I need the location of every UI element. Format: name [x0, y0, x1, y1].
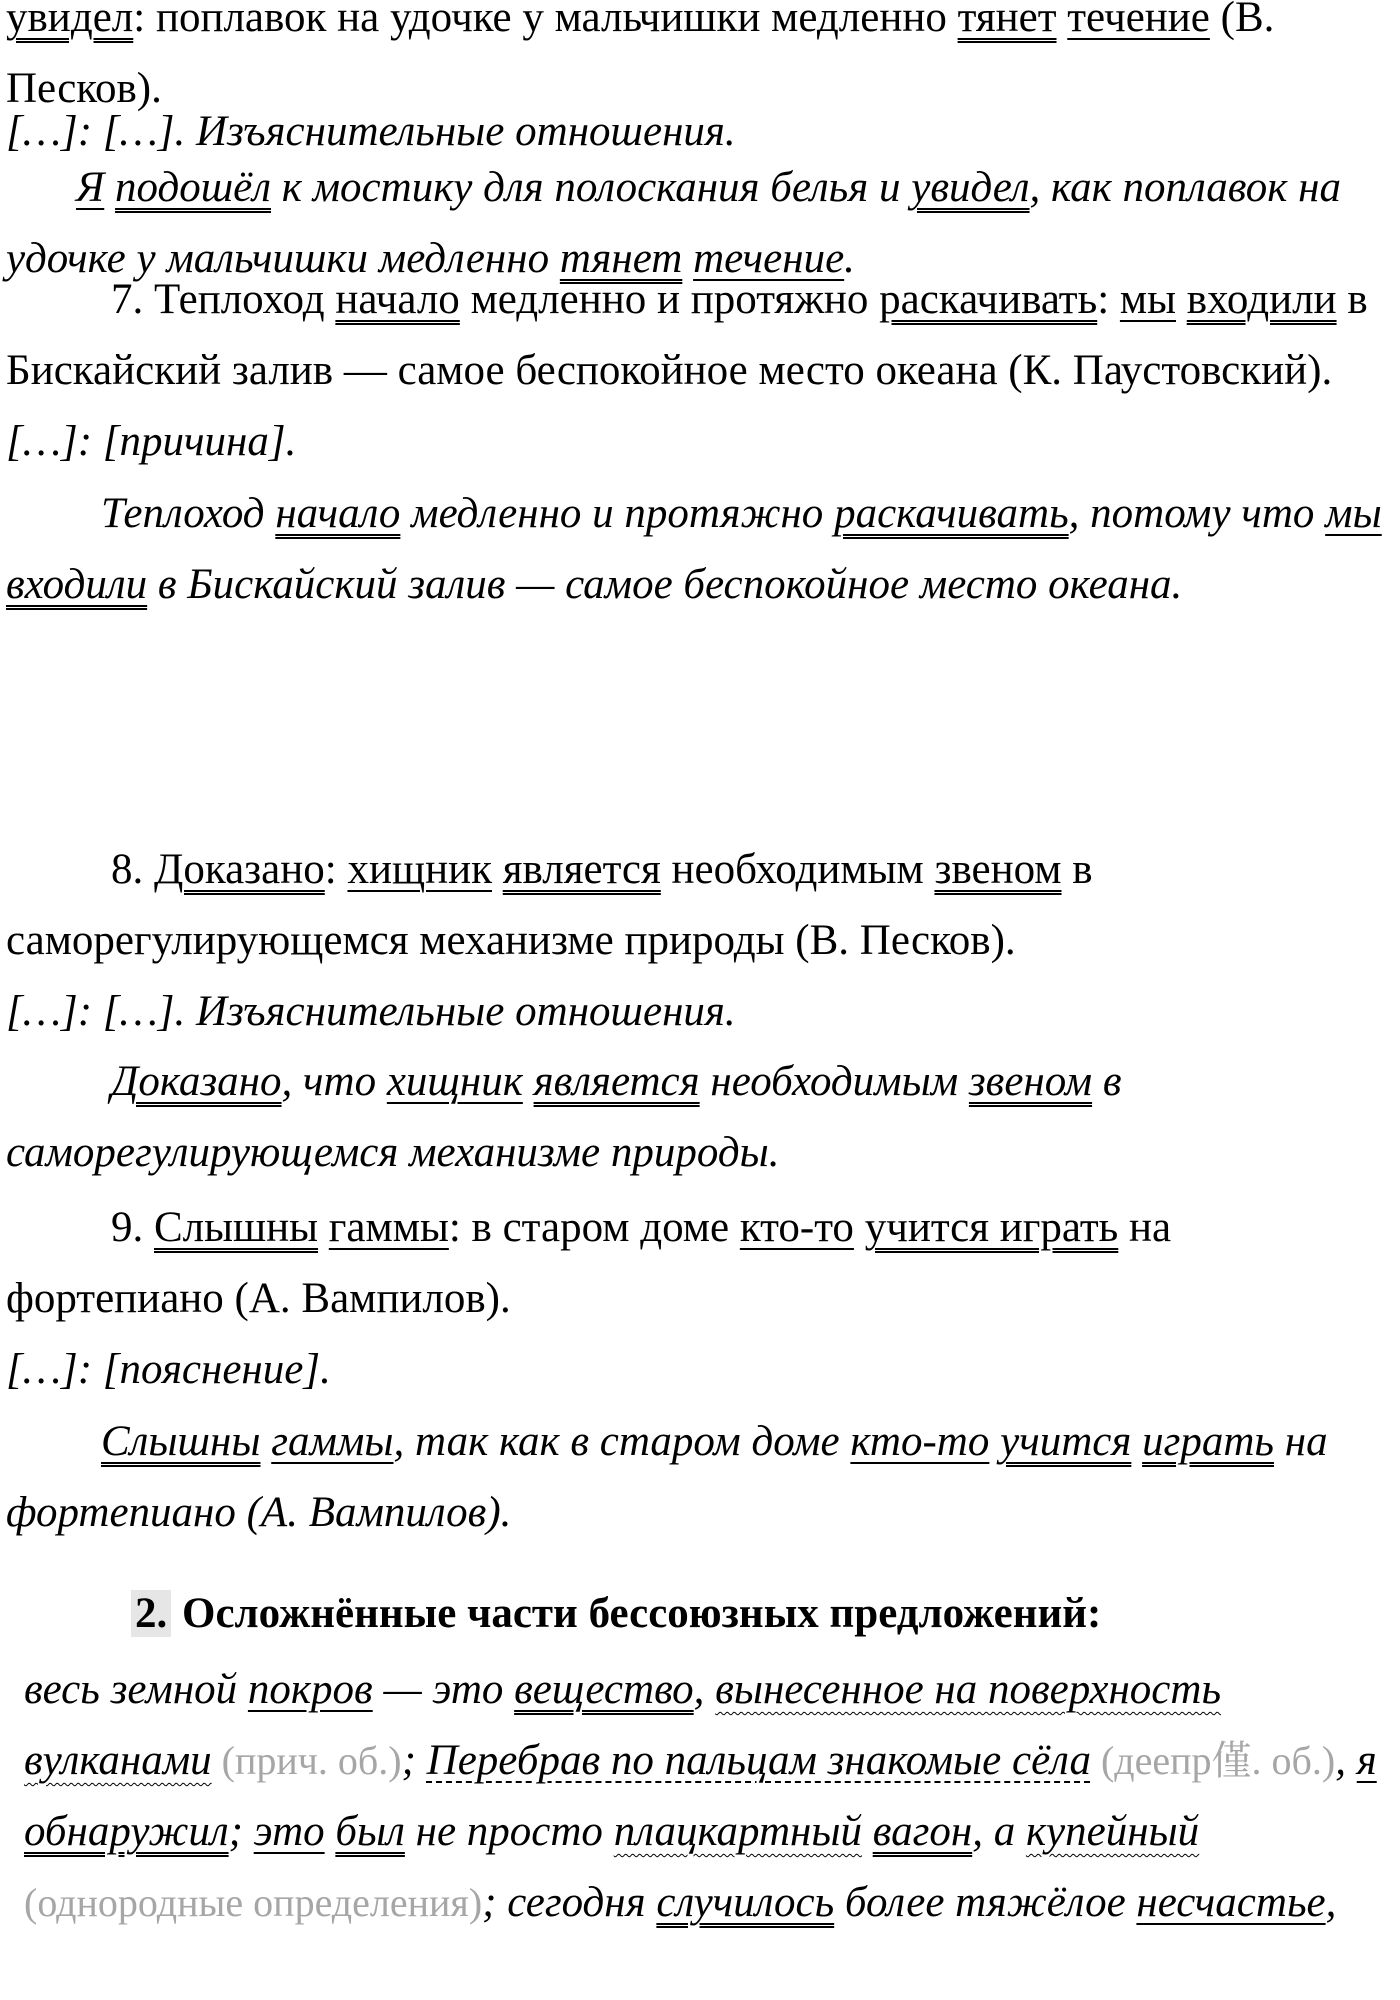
predicate: учится играть [864, 1204, 1119, 1251]
predicate: обнаружил [24, 1808, 229, 1855]
subject: несчастье [1136, 1879, 1326, 1926]
scheme-8: […]: […]. Изъяснительные отношения. [6, 988, 736, 1035]
predicate: тянет [559, 235, 683, 282]
predicate: начало [335, 276, 460, 323]
predicate: Доказано [154, 846, 325, 893]
predicate: звеном [968, 1058, 1093, 1105]
predicate: вагон [872, 1808, 973, 1855]
predicate: играть [1142, 1418, 1274, 1465]
predicate: увидел [911, 164, 1030, 211]
subject: течение [693, 235, 845, 282]
example-6-sentence-tail: увидел: поплавок на удочке у мальчишки медленно тянет течение (В. Песков). [6, 0, 1392, 124]
predicate: тянет [957, 0, 1057, 41]
subject: гаммы [271, 1418, 394, 1465]
section-number: 2. [131, 1590, 171, 1637]
example-9-sentence: 9. Слышны гаммы: в старом доме кто-то учится играть на фортепиано (А. Вампилов). [6, 1204, 1172, 1322]
subject: хищник [386, 1058, 523, 1105]
subject: кто-то [850, 1418, 990, 1465]
participial-phrase: вынесенное на поверхность вулканами [24, 1666, 1222, 1784]
predicate: входили [6, 561, 148, 608]
scheme-7: […]: [причина]. [6, 418, 297, 465]
predicate: является [533, 1058, 700, 1105]
predicate: случилось [656, 1879, 835, 1926]
example-7-rewrite: Теплоход начало медленно и протяжно раскачивать, потому что мы входили в Бискайский залив — самое беспокойное место океана. [6, 490, 1382, 608]
subject: мы [1325, 490, 1382, 537]
predicate: звеном [934, 846, 1062, 893]
section-2-example: весь земной покров — это вещество, вынесенное на поверхность вулканами (прич. об.); Перебрав по пальцам знакомые сёла (деепр僅. об.), я обнаружил; это был не просто плацкартный вагон, а купейный (однородные определения); сегодня случилось более тяжёлое несчастье, [24, 1666, 1377, 1926]
example-9-rewrite: Слышны гаммы, так как в старом доме кто-то учится играть на фортепиано (А. Вампилов). [6, 1418, 1328, 1536]
predicate: является [502, 846, 661, 893]
scheme-9: […]: [пояснение]. [6, 1346, 331, 1393]
subject: Я [76, 164, 105, 211]
predicate: Доказано [111, 1058, 282, 1105]
gray-note: (прич. об.) [211, 1738, 402, 1783]
subject: покров [247, 1666, 373, 1713]
subject: я [1356, 1737, 1377, 1784]
example-7-sentence: 7. Теплоход начало медленно и протяжно раскачивать: мы входили в Бискайский залив — самое беспокойное место океана (К. Паустовский). [6, 276, 1368, 394]
subject: мы [1119, 276, 1177, 323]
predicate: Слышны [154, 1204, 319, 1251]
gray-note: (однородные определения) [24, 1880, 483, 1925]
attribute: плацкартный [613, 1808, 862, 1855]
predicate: был [335, 1808, 405, 1855]
predicate: учится [1000, 1418, 1132, 1465]
predicate: входили [1186, 276, 1337, 323]
subject: гаммы [328, 1204, 449, 1251]
predicate: раскачивать [834, 490, 1069, 537]
scheme-6: […]: […]. Изъяснительные отношения. [6, 108, 736, 155]
subject: хищник [347, 846, 492, 893]
subject: кто-то [739, 1204, 854, 1251]
predicate: раскачивать [879, 276, 1098, 323]
section-title: Осложнённые части бессоюзных предложений: [171, 1590, 1102, 1637]
predicate: подошёл [115, 164, 271, 211]
example-8-rewrite: Доказано, что хищник является необходимым звеном в саморегулирующемся механизме природы. [6, 1058, 1122, 1176]
subject: течение [1067, 0, 1210, 41]
predicate: Слышны [101, 1418, 261, 1465]
gray-note: (деепр僅. об.) [1090, 1738, 1336, 1783]
predicate: вещество [514, 1666, 694, 1713]
attribute: купейный [1025, 1808, 1200, 1855]
predicate: начало [275, 490, 401, 537]
adverbial-phrase: Перебрав по пальцам знакомые сёла [426, 1737, 1091, 1784]
section-2-heading [6, 1578, 1392, 1649]
example-8-sentence: 8. Доказано: хищник является необходимым звеном в саморегулирующемся механизме природы (В. Песков). [6, 846, 1093, 964]
example-6-rewrite: Я подошёл к мостику для полоскания белья и увидел, как поплавок на удочке у мальчишки медленно тянет течение. [6, 164, 1342, 282]
subject: это [253, 1808, 325, 1855]
predicate: увидел [6, 0, 134, 41]
